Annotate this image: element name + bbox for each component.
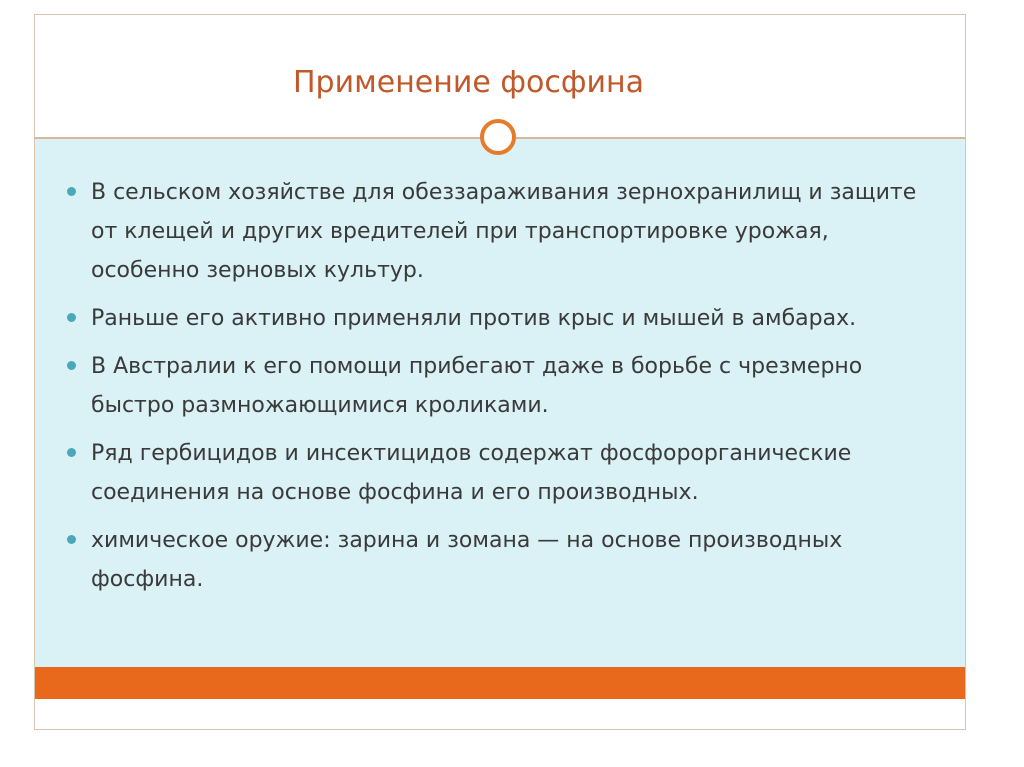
bullet-item: [67, 434, 927, 512]
bullet-text: В сельском хозяйстве для обеззараживания зернохранилищ и защите от клещей и других вредителей при транспортировке урожая, особенно зерновых культур.: [91, 180, 917, 283]
slide: [34, 14, 966, 730]
bullet-dot-icon: [67, 313, 76, 322]
bullet-text: химическое оружие: зарина и зомана — на основе производных фосфина.: [91, 528, 843, 592]
circle-ornament-icon: [480, 119, 516, 155]
slide-title: Применение фосфина: [293, 65, 645, 100]
bullet-dot-icon: [67, 187, 76, 196]
bullet-text: Ряд гербицидов и инсектицидов содержат фосфорорганические соединения на основе фосфина и его производных.: [91, 441, 852, 505]
bullet-dot-icon: [67, 448, 76, 457]
bullet-item: [67, 347, 927, 425]
footer-accent-bar: [35, 667, 965, 699]
bullet-list: [67, 173, 927, 608]
bullet-dot-icon: [67, 361, 76, 370]
bullet-text: В Австралии к его помощи прибегают даже в борьбе с чрезмерно быстро размножающимися кроликами.: [91, 354, 863, 418]
bullet-item: [67, 173, 927, 290]
bullet-item: [67, 521, 927, 599]
content-panel: [35, 139, 965, 699]
bullet-text: Раньше его активно применяли против крыс и мышей в амбарах.: [91, 306, 857, 331]
bullet-item: [67, 299, 927, 338]
bullet-dot-icon: [67, 535, 76, 544]
